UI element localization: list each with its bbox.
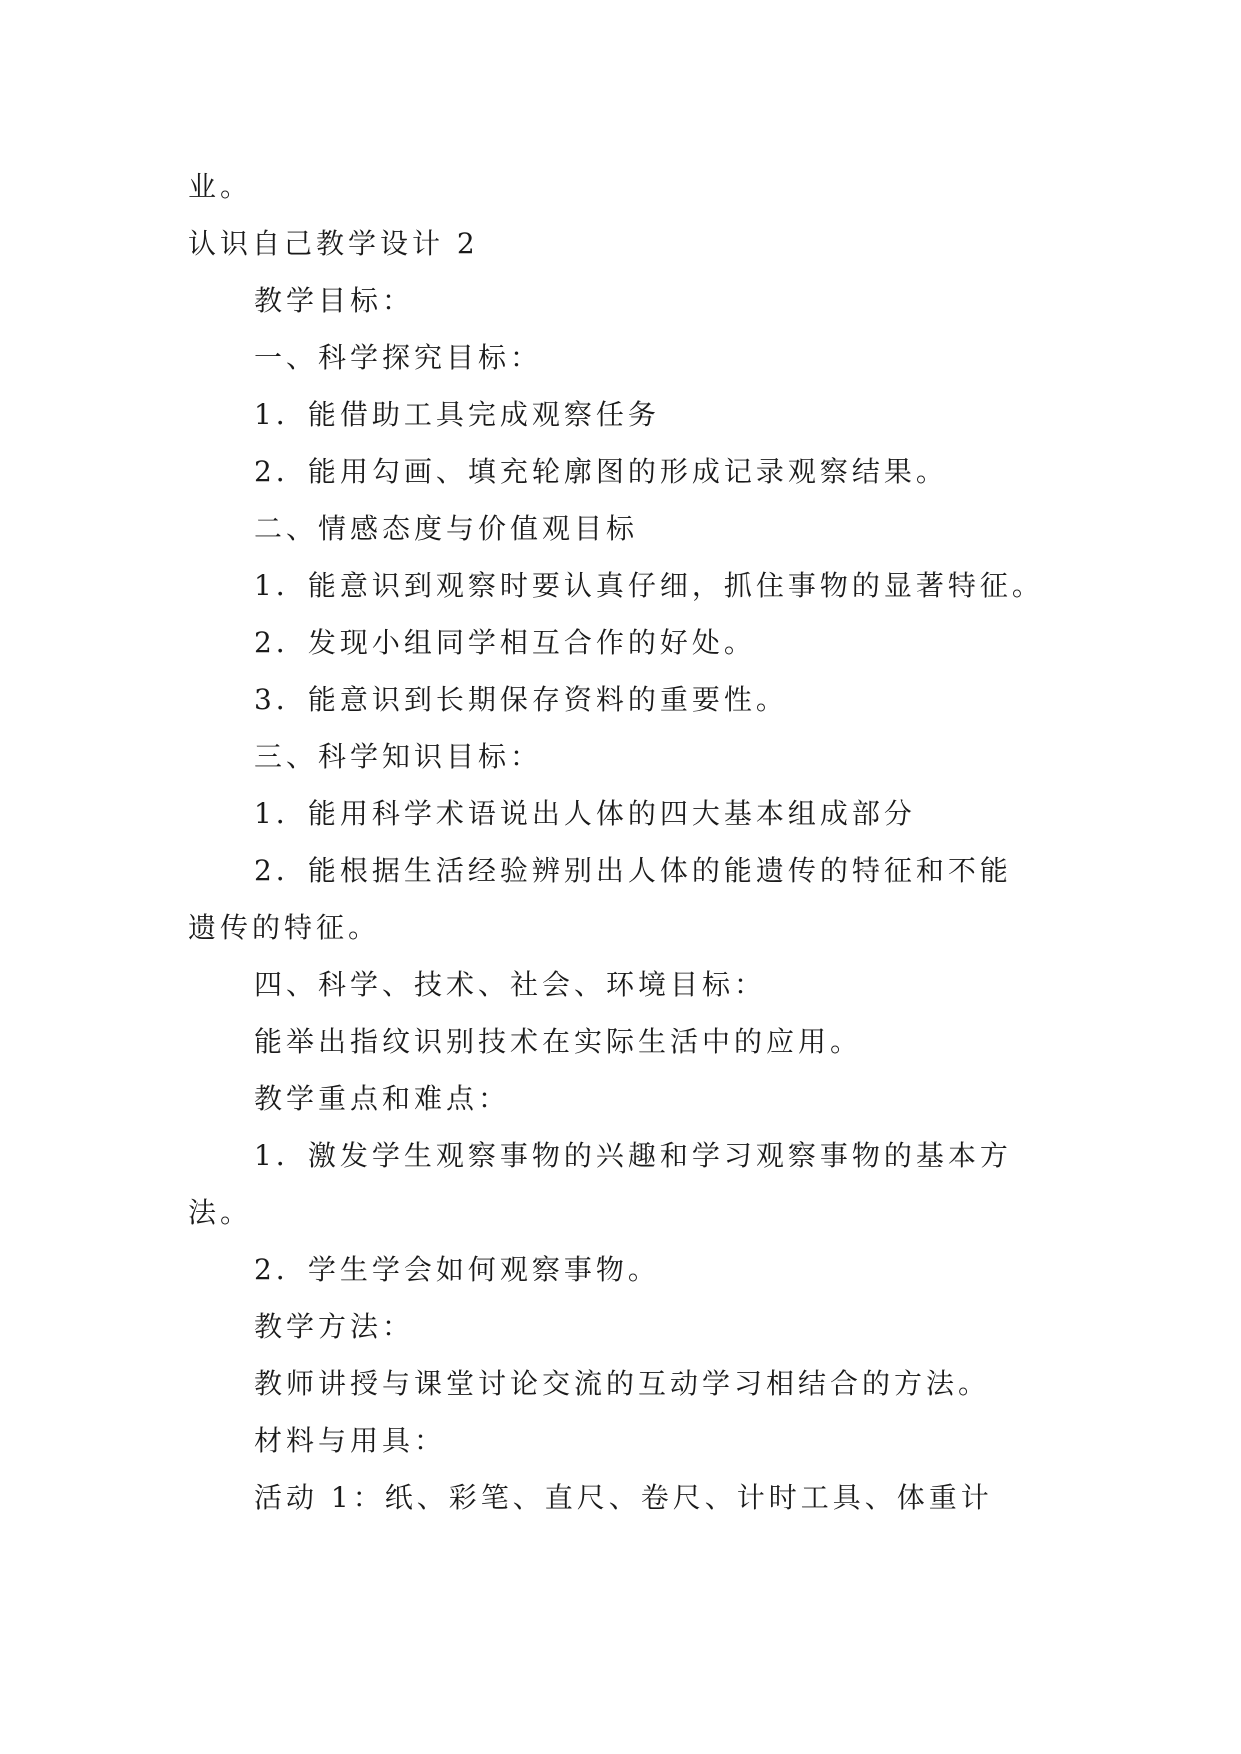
list-item: 1．能用科学术语说出人体的四大基本组成部分 <box>254 797 916 830</box>
subheading-science-inquiry: 一、科学探究目标： <box>254 341 543 374</box>
section-heading: 认识自己教学设计 2 <box>188 227 479 260</box>
subheading-sts-goals: 四、科学、技术、社会、环境目标： <box>254 968 767 1001</box>
list-item: 1．激发学生观察事物的兴趣和学习观察事物的基本方 <box>254 1139 1012 1172</box>
list-item: 3．能意识到长期保存资料的重要性。 <box>254 683 788 716</box>
list-item: 1．能意识到观察时要认真仔细，抓住事物的显著特征。 <box>254 569 1044 602</box>
paragraph: 教师讲授与课堂讨论交流的互动学习相结合的方法。 <box>254 1367 991 1400</box>
subheading-key-points: 教学重点和难点： <box>254 1082 511 1115</box>
list-item: 2．能根据生活经验辨别出人体的能遗传的特征和不能 <box>254 854 1012 887</box>
list-item: 1．能借助工具完成观察任务 <box>254 398 660 431</box>
list-item-continuation: 法。 <box>188 1196 253 1229</box>
subheading-teaching-methods: 教学方法： <box>254 1310 415 1343</box>
subheading-teaching-goals: 教学目标： <box>254 284 415 317</box>
text-line-continuation: 业。 <box>188 170 253 203</box>
paragraph: 活动 1：纸、彩笔、直尺、卷尺、计时工具、体重计 <box>254 1481 993 1514</box>
subheading-emotion-attitude: 二、情感态度与价值观目标 <box>254 512 639 545</box>
list-item: 2．能用勾画、填充轮廓图的形成记录观察结果。 <box>254 455 948 488</box>
subheading-materials: 材料与用具： <box>254 1424 447 1457</box>
list-item-continuation: 遗传的特征。 <box>188 911 381 944</box>
subheading-science-knowledge: 三、科学知识目标： <box>254 740 543 773</box>
paragraph: 能举出指纹识别技术在实际生活中的应用。 <box>254 1025 863 1058</box>
list-item: 2．学生学会如何观察事物。 <box>254 1253 660 1286</box>
list-item: 2．发现小组同学相互合作的好处。 <box>254 626 756 659</box>
